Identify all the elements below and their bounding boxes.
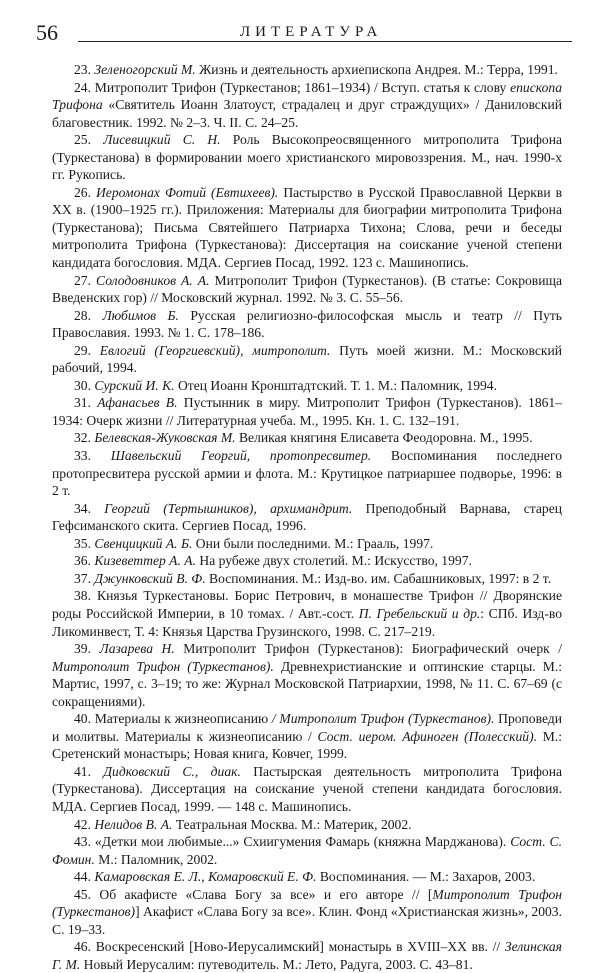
entry-italic-text: Сурский И. К.: [94, 377, 175, 393]
entry-text: 30.: [74, 377, 95, 393]
entry-text: 34.: [74, 500, 105, 516]
entry-italic-text: Джунковский В. Ф.: [94, 570, 206, 586]
entry-text: : СПб. Изд-во Ликоминвест, Т. 4: Князья Царства Грузинского, 1998. С. 217–219.: [52, 605, 562, 639]
entry-text: 29.: [74, 342, 100, 358]
bibliography-entry: [52, 272, 562, 307]
entry-italic-text: Кизеветтер А. А.: [94, 553, 196, 569]
bibliography-entry: [52, 500, 562, 535]
entry-italic-text: / Митрополит Трифон (Туркестанов).: [271, 711, 495, 727]
entry-text: М.: Сретенский монастырь; Новая книга, Ковчег, 1999.: [52, 728, 562, 762]
entry-text: «Святитель Иоанн Златоуст, страдалец и друг страждущих» / Даниловский благовестник. 1992. № 2–3. Ч. II. С. 24–25.: [52, 97, 562, 130]
entry-text: 39.: [74, 641, 100, 657]
entry-text: Они были последними. М.: Грааль, 1997.: [192, 535, 434, 551]
entry-text: 35.: [74, 535, 95, 551]
entry-italic-text: Любимов Б.: [102, 307, 179, 323]
entry-text: 28.: [74, 307, 103, 323]
entry-italic-text: Лазарева Н.: [99, 641, 175, 657]
bibliography-entry: [52, 377, 562, 395]
bibliography-entry: [52, 570, 562, 588]
bibliography-entry: [52, 763, 562, 816]
bibliography-entry: [52, 938, 562, 973]
entry-italic-text: Евлогий (Георгиевский), митрополит.: [99, 342, 331, 358]
entry-text: 38. Князья Туркестановы. Борис Петрович, в монашестве Трифон // Дворянские роды Российской Империи, в 10 томах. / Авт.-сост.: [52, 588, 562, 621]
bibliography-list: [52, 61, 562, 973]
entry-text: Пастырская деятельность митрополита Трифона (Туркестанова). Диссертация на соискание ученой степени кандидата богословия. МДА. Сергиев Посад, 1999. — 148 с. Машинопись.: [52, 763, 563, 814]
entry-text: 42.: [74, 816, 95, 832]
entry-text: 45. Об акафисте «Слава Богу за все» и его авторе // [: [74, 886, 433, 902]
entry-text: 27.: [74, 272, 97, 288]
bibliography-entry: [52, 184, 562, 272]
entry-text: ] Акафист «Слава Богу за все». Клин. Фонд «Христианская жизнь», 2003. С. 19–33.: [52, 904, 562, 937]
running-title: ЛИТЕРАТУРА: [240, 24, 383, 40]
entry-text: Проповеди и молитвы. Материалы к жизнеописанию /: [52, 711, 562, 744]
entry-text: Воспоминания. М.: Изд-во. им. Сабашниковых, 1997: в 2 т.: [205, 570, 552, 586]
bibliography-entry: [52, 640, 562, 710]
entry-text: 40. Материалы к жизнеописанию: [74, 711, 272, 727]
entry-italic-text: Митрополит Трифон (Туркестанов).: [52, 658, 274, 674]
entry-text: Преподобный Варнава, старец Гефсиманского скита. Сергиев Посад, 1996.: [52, 500, 563, 534]
header-rule: [78, 41, 572, 42]
bibliography-entry: [52, 886, 562, 939]
bibliography-entry: [52, 61, 562, 79]
entry-italic-text: Зелинская Г. М.: [52, 939, 562, 972]
entry-text: Отец Иоанн Кронштадтский. Т. 1. М.: Паломник, 1994.: [174, 377, 497, 393]
entry-text: Воспоминания. — М.: Захаров, 2003.: [316, 869, 536, 885]
entry-italic-text: Лисевицкий С. Н.: [103, 132, 221, 148]
entry-italic-text: Нелидов В. А.: [94, 816, 173, 832]
page-number: 56: [36, 20, 58, 45]
entry-text: Пастырство в Русской Православной Церкви в XX в. (1900–1925 гг.). Приложения: Материалы для биографии митрополита Трифона (Туркестанова); Письма Святейшего Патриарха Тихона; Слова, речи и беседы митрополита Трифона (Туркестанова): Диссертация на соискание ученой степени кандидата богословия. МДА. Сергиев Посад, 1992. 123 с. Машинопись.: [52, 184, 563, 271]
bibliography-entry: [52, 394, 562, 429]
entry-text: 43. «Детки мои любимые...» Схиигумения Фамарь (княжна Марджанова).: [74, 834, 511, 850]
bibliography-entry: [52, 342, 562, 377]
bibliography-entry: [52, 833, 562, 868]
entry-text: 23.: [74, 62, 95, 77]
entry-italic-text: епископа Трифона: [52, 79, 562, 113]
entry-text: 26.: [74, 184, 96, 200]
bibliography-entry: [52, 131, 562, 184]
entry-text: М.: Паломник, 2002.: [94, 851, 218, 867]
bibliography-entry: [52, 307, 562, 342]
entry-text: 37.: [74, 570, 95, 586]
entry-text: На рубеже двух столетий. М.: Искусство, 1997.: [195, 553, 472, 569]
entry-text: 46. Воскресенский [Ново-Иерусалимский] монастырь в XVIII–XX вв. //: [74, 939, 505, 955]
entry-text: 33.: [74, 448, 111, 464]
entry-italic-text: Солодовников А. А.: [96, 272, 210, 288]
entry-text: Путь моей жизни. М.: Московский рабочий, 1994.: [52, 342, 563, 376]
entry-text: 24. Митрополит Трифон (Туркестанов; 1861–1934) / Вступ. статья к слову: [74, 79, 511, 95]
entry-italic-text: Афанасьев В.: [97, 395, 178, 411]
entry-text: Роль Высокопреосвященного митрополита Трифона (Туркестанова) в формировании моего христианского мировоззрения. М., нач. 1990-х гг. Рукопись.: [52, 132, 562, 183]
bibliography-entry: [52, 868, 562, 886]
bibliography-entry: [52, 587, 562, 640]
bibliography-entry: [52, 710, 562, 763]
entry-italic-text: Белевская-Жуковская М.: [94, 430, 236, 446]
bibliography-entry: [52, 552, 562, 570]
entry-italic-text: Зеленогорский М.: [94, 62, 196, 77]
entry-text: Митрополит Трифон (Туркестанов): Биографический очерк /: [174, 641, 562, 657]
bibliography-entry: [52, 447, 562, 500]
bibliography-entry: [52, 816, 562, 834]
entry-italic-text: Шавельский Георгий, протопресвитер.: [110, 448, 372, 464]
entry-italic-text: Дидковский С., диак.: [103, 763, 241, 779]
bibliography-entry: [52, 429, 562, 447]
entry-text: Великая княгиня Елисавета Феодоровна. М., 1995.: [235, 430, 533, 446]
entry-text: Митрополит Трифон (Туркестанов). (В статье: Сокровища Введенских гор) // Московский журнал. 1992. № 3. С. 55–56.: [52, 272, 563, 306]
bibliography-entry: [52, 79, 562, 132]
entry-text: 32.: [74, 430, 95, 446]
entry-italic-text: Свенцицкий А. Б.: [94, 535, 193, 551]
entry-italic-text: Иеромонах Фотий (Евтихеев).: [95, 184, 279, 200]
entry-text: Жизнь и деятельность архиепископа Андрея. М.: Терра, 1991.: [195, 62, 558, 77]
entry-italic-text: Сост. иером. Афиноген (Полесский).: [317, 728, 538, 744]
entry-text: 31.: [74, 395, 98, 411]
bibliography-entry: [52, 535, 562, 553]
entry-italic-text: Камаровская Е. Л., Комаровский Е. Ф.: [94, 869, 317, 885]
entry-text: 44.: [74, 869, 95, 885]
entry-text: Русская религиозно-философская мысль и театр // Путь Православия. 1993. № 1. С. 178–186.: [52, 307, 563, 341]
entry-text: 36.: [74, 553, 95, 569]
entry-italic-text: П. Гребельский и др.: [358, 605, 481, 621]
entry-text: Новый Иерусалим: путеводитель. М.: Лето, Радуга, 2003. С. 43–81.: [80, 956, 473, 972]
page-header: [36, 22, 572, 44]
entry-text: 41.: [74, 763, 104, 779]
entry-text: Театральная Москва. М.: Материк, 2002.: [172, 816, 412, 832]
entry-text: Воспоминания последнего протопресвитера русской армии и флота. М.: Крутицкое патриаршее подворье, 1996: в 2 т.: [52, 448, 562, 499]
entry-text: Пустынник в миру. Митрополит Трифон (Туркестанов). 1861–1934: Очерк жизни // Литературная учеба. М., 1995. Кн. 1. С. 132–191.: [52, 395, 563, 428]
entry-text: 25.: [74, 132, 104, 148]
entry-italic-text: Митрополит Трифон (Туркестанов): [52, 886, 562, 920]
entry-italic-text: Георгий (Тертышников), архимандрит.: [104, 500, 353, 516]
entry-text: Древнехристианские и оптинские старцы. М.: Мартис, 1997, с. 3–19; то же: Журнал Московской Патриархии, 1998, № 11. С. 67–69 (с сокращениями).: [52, 658, 563, 709]
entry-italic-text: Сост. С. Фомин.: [52, 834, 562, 867]
